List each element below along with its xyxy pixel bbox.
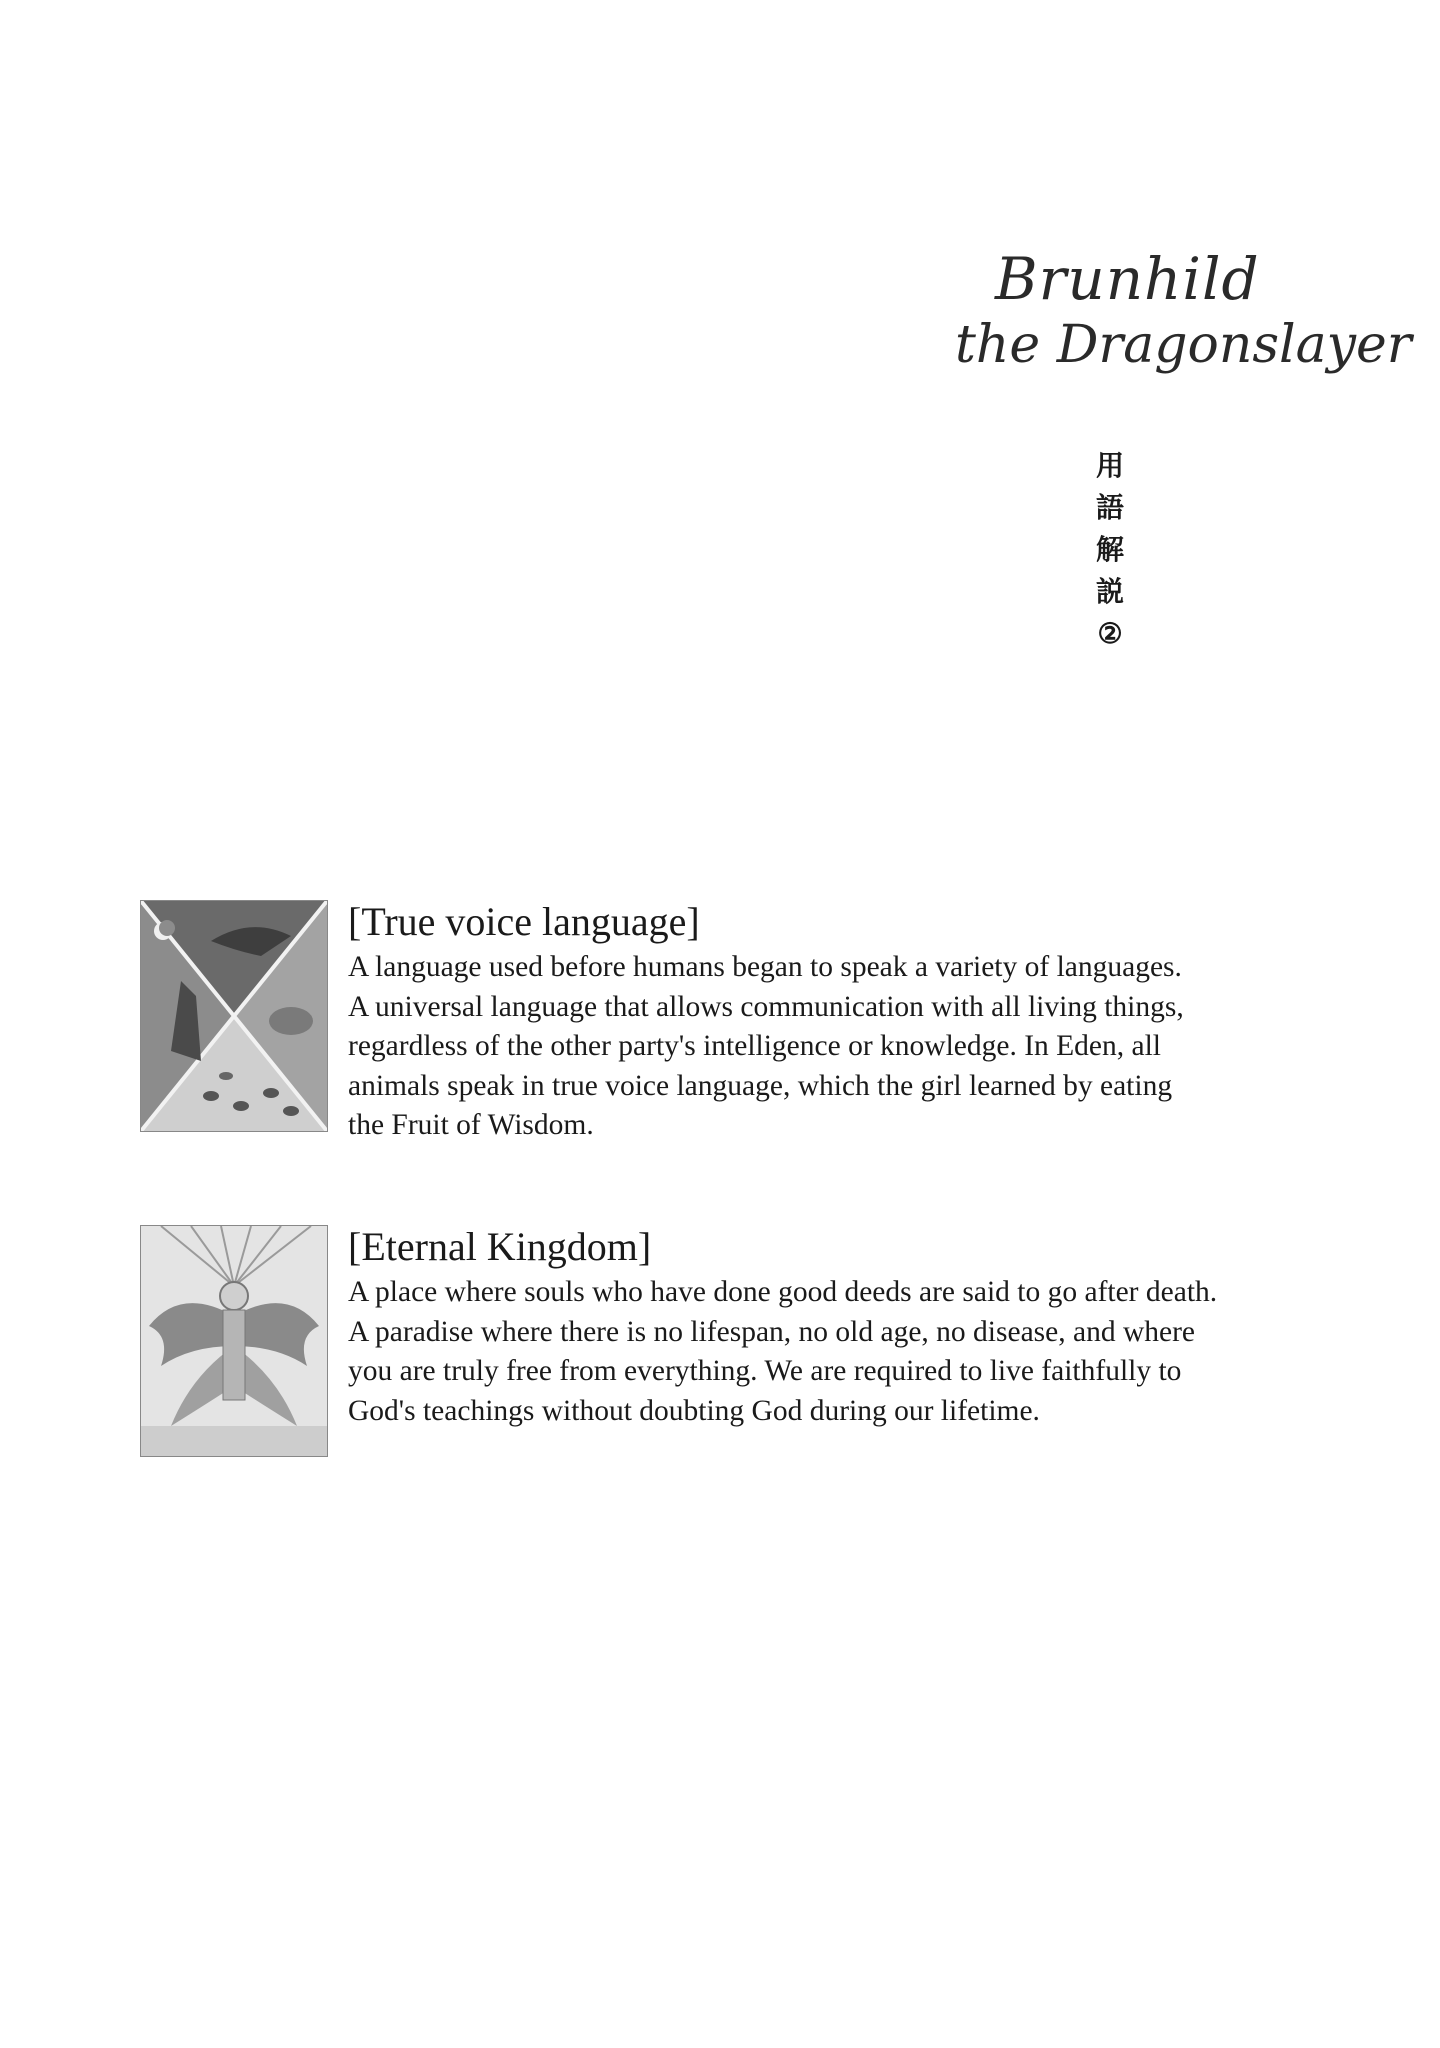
entry-title: [True voice language] <box>348 899 700 944</box>
description-line: regardless of the other party's intelligence or knowledge. In Eden, all <box>348 1030 1162 1062</box>
heading-char: 説 <box>1095 575 1124 608</box>
description-line: animals speak in true voice language, which the girl learned by eating <box>348 1069 1173 1102</box>
heading-char: 用 <box>1095 449 1124 482</box>
heading-char: 解 <box>1095 533 1124 566</box>
title-line-dragonslayer: the Dragonslayer <box>955 315 1412 375</box>
description-line: you are truly free from everything. We are required to live faithfully to <box>348 1355 1182 1387</box>
title-line-brunhild: Brunhild <box>995 245 1260 313</box>
description-line: A language used before humans began to speak a variety of languages. <box>348 951 1182 983</box>
glossary-heading <box>1090 445 1130 655</box>
description-line: A paradise where there is no lifespan, no old age, no disease, and where <box>348 1315 1196 1348</box>
description-line: A place where souls who have done good deeds are said to go after death. <box>348 1276 1218 1308</box>
winged-angel-illustration <box>140 1225 328 1457</box>
heading-char: ② <box>1097 617 1123 650</box>
entry-description <box>348 948 1348 1146</box>
description-line: the Fruit of Wisdom. <box>348 1109 594 1141</box>
heading-char: 語 <box>1095 491 1124 524</box>
series-title-logo <box>955 245 1412 405</box>
description-line: A universal language that allows communication with all living things, <box>348 990 1184 1023</box>
animals-collage-illustration <box>140 900 328 1132</box>
entry-description <box>348 1273 1348 1431</box>
entry-title: [Eternal Kingdom] <box>348 1224 652 1269</box>
description-line: God's teachings without doubting God during our lifetime. <box>348 1394 1040 1427</box>
